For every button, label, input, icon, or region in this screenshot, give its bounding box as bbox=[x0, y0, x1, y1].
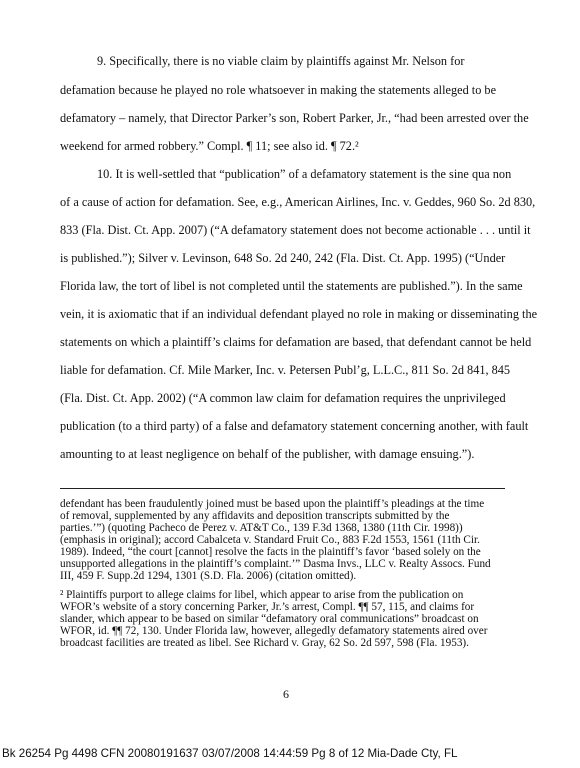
footnote-line-8: ² Plaintiffs purport to allege claims for libel, which appear to arise from the publication on bbox=[60, 589, 464, 601]
footnote-line-2: of removal, supplemented by any affidavits and deposition transcripts submitted by the bbox=[60, 510, 450, 522]
footnote-line-6: unsupported allegations in the plaintiff’s complaint.’” Dasma Invs., LLC v. Realty Assocs. Fund bbox=[60, 558, 491, 570]
footnote-line-11: WFOR, id. ¶¶ 72, 130. Under Florida law, however, allegedly defamatory statements aired over bbox=[60, 625, 488, 637]
footnote-line-7: III, 459 F. Supp.2d 1294, 1301 (S.D. Fla. 2006) (citation omitted). bbox=[60, 570, 357, 582]
body-line-12: liable for defamation. Cf. Mile Marker, Inc. v. Petersen Publ’g, L.L.C., 811 So. 2d 841, 845 bbox=[60, 363, 511, 377]
body-line-4: weekend for armed robbery.” Compl. ¶ 11; see also id. ¶ 72.² bbox=[60, 139, 359, 153]
footnote-line-10: slander, which appear to be based on similar “defamatory oral communications” broadcast on bbox=[60, 613, 479, 625]
body-line-6: of a cause of action for defamation. See, e.g., American Airlines, Inc. v. Geddes, 960 So. 2d 830, bbox=[60, 195, 536, 209]
body-line-13: (Fla. Dist. Ct. App. 2002) (“A common law claim for defamation requires the unprivileged bbox=[60, 391, 506, 405]
body-line-15: amounting to at least negligence on behalf of the publisher, with damage ensuing.”). bbox=[60, 447, 475, 461]
footnote-line-4: (emphasis in original); accord Cabalceta v. Standard Fruit Co., 883 F.2d 1553, 1561 (11th Cir. bbox=[60, 534, 480, 546]
body-line-3: defamatory – namely, that Director Parker’s son, Robert Parker, Jr., “had been arrested over the bbox=[60, 111, 529, 125]
body-line-1: 9. Specifically, there is no viable claim by plaintiffs against Mr. Nelson for bbox=[97, 54, 465, 68]
body-line-7: 833 (Fla. Dist. Ct. App. 2007) (“A defamatory statement does not become actionable . . . until it bbox=[60, 223, 531, 237]
page-number: 6 bbox=[283, 687, 289, 701]
body-line-2: defamation because he played no role whatsoever in making the statements alleged to be bbox=[60, 83, 497, 97]
body-line-9: Florida law, the tort of libel is not completed until the statements are published.”). In the same bbox=[60, 279, 523, 293]
footnote-line-5: 1989). Indeed, “the court [cannot] resolve the facts in the plaintiff’s favor ‘based solely on the bbox=[60, 546, 481, 558]
body-line-10: vein, it is axiomatic that if an individual defendant played no role in making or disseminating the bbox=[60, 307, 538, 321]
footnote-line-9: WFOR’s website of a story concerning Parker, Jr.’s arrest, Compl. ¶¶ 57, 115, and claims for bbox=[60, 601, 475, 613]
footnote-line-12: broadcast facilities are treated as libel. See Richard v. Gray, 62 So. 2d 597, 598 (Fla. 1953). bbox=[60, 637, 469, 649]
body-line-5: 10. It is well-settled that “publication” of a defamatory statement is the sine qua non bbox=[97, 167, 512, 181]
footnote-separator bbox=[60, 488, 505, 489]
recording-stamp: Bk 26254 Pg 4498 CFN 20080191637 03/07/2008 14:44:59 Pg 8 of 12 Mia-Dade Cty, FL bbox=[2, 747, 458, 760]
body-line-14: publication (to a third party) of a false and defamatory statement concerning another, with fault bbox=[60, 419, 529, 433]
body-line-11: statements on which a plaintiff’s claims for defamation are based, that defendant cannot be held bbox=[60, 335, 532, 349]
body-line-8: is published.”); Silver v. Levinson, 648 So. 2d 240, 242 (Fla. Dist. Ct. App. 1995) (“Under bbox=[60, 251, 506, 265]
footnote-line-1: defendant has been fraudulently joined must be based upon the plaintiff’s pleadings at the time bbox=[60, 498, 485, 510]
footnote-line-3: parties.’”) (quoting Pacheco de Perez v. AT&T Co., 139 F.3d 1368, 1380 (11th Cir. 1998)) bbox=[60, 522, 463, 534]
